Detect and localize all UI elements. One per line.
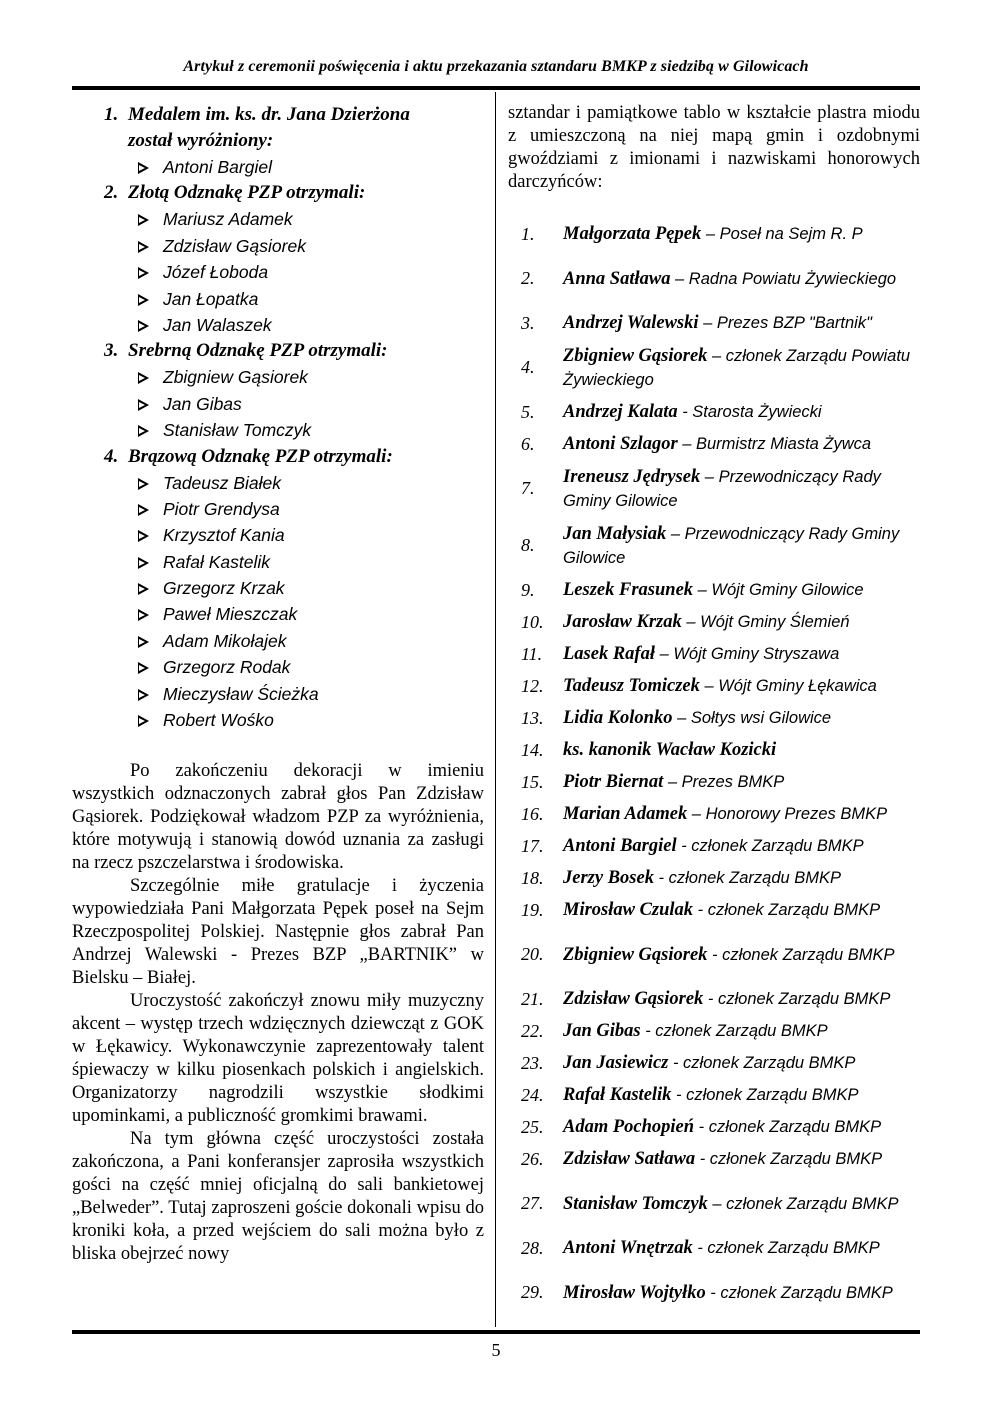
- award-heading: [72, 338, 486, 364]
- list-item: [72, 549, 486, 575]
- list-item: [508, 574, 928, 606]
- awardee-name: Adam Mikołajek: [163, 630, 287, 651]
- arrow-bullet-icon: [138, 320, 149, 332]
- article-body: [72, 760, 484, 1266]
- item-number: 3.: [521, 312, 535, 333]
- donor-role: – Wójt Gminy Stryszawa: [654, 645, 840, 663]
- awardee-name: Jan Gibas: [163, 393, 242, 414]
- paragraph-continued: sztandar i pamiątkowe tablo w kształcie plastra miodu z umieszczoną na niej mapą gmin i ozdobnymi gwoździami z imionami i nazwiskami honorowych darczyńców:: [508, 103, 920, 192]
- list-item: [72, 312, 486, 338]
- list-item: [72, 154, 486, 180]
- list-item: [72, 522, 486, 548]
- list-item: [72, 391, 486, 417]
- arrow-bullet-icon: [138, 399, 149, 411]
- donor-role: – Poseł na Sejm R. P: [701, 225, 863, 243]
- list-item: [508, 250, 928, 307]
- awardee-name: Piotr Grendysa: [163, 498, 280, 519]
- donor-role: – członek Zarządu Powiatu Żywieckiego: [563, 346, 911, 389]
- arrow-bullet-icon: [138, 294, 149, 306]
- item-number: 4.: [521, 357, 535, 377]
- donor-role: – Wójt Gminy Gilowice: [693, 581, 864, 599]
- item-number: 10.: [521, 611, 544, 632]
- item-number: 29.: [521, 1282, 544, 1302]
- donor-name: Leszek Frasunek: [563, 580, 694, 600]
- award-heading: [72, 180, 486, 206]
- list-item: [508, 460, 928, 517]
- item-number: 2.: [521, 268, 535, 288]
- award-number: 3.: [104, 340, 119, 362]
- list-item: [508, 517, 928, 574]
- arrow-bullet-icon: [138, 214, 149, 226]
- item-number: 7.: [521, 478, 535, 498]
- list-item: [72, 286, 486, 312]
- list-item: [508, 1264, 928, 1321]
- award-heading-text: Medalem im. ks. dr. Jana Dzierżona: [128, 104, 410, 125]
- awardee-list: [72, 470, 486, 734]
- donor-name: Andrzej Kalata: [563, 402, 678, 422]
- list-item: [72, 364, 486, 390]
- donor-name: Piotr Biernat: [563, 772, 664, 792]
- donor-name: Marian Adamek: [563, 804, 688, 824]
- list-item: [72, 206, 486, 232]
- list-item: [72, 654, 486, 680]
- donor-name: Mirosław Wojtyłko: [563, 1282, 706, 1303]
- awardee-name: Stanisław Tomczyk: [163, 420, 312, 441]
- list-item: [72, 628, 486, 654]
- page-header-title: Artykuł z ceremonii poświęcenia i aktu przekazania sztandaru BMKP z siedzibą w Gilowicach: [183, 58, 809, 75]
- list-item: [72, 233, 486, 259]
- arrow-bullet-icon: [138, 530, 149, 542]
- list-item: [508, 1175, 928, 1232]
- arrow-bullet-icon: [138, 162, 149, 174]
- list-item: [508, 862, 928, 894]
- awardee-name: Józef Łoboda: [163, 262, 269, 283]
- list-item: [508, 1111, 928, 1143]
- arrow-bullet-icon: [138, 557, 149, 569]
- awardee-name: Robert Wośko: [163, 710, 274, 731]
- donor-name: Rafał Kastelik: [563, 1085, 672, 1105]
- awardee-list: [72, 154, 486, 180]
- arrow-bullet-icon: [138, 267, 149, 279]
- donor-name: Zdzisław Satława: [563, 1149, 696, 1169]
- donor-name: Małgorzata Pępek: [563, 224, 702, 244]
- arrow-bullet-icon: [138, 372, 149, 384]
- donor-name: Tadeusz Tomiczek: [563, 676, 700, 696]
- donor-name: Antoni Wnętrzak: [563, 1238, 693, 1258]
- donor-name: Zbigniew Gąsiorek: [563, 345, 708, 366]
- awardee-name: Antoni Bargiel: [163, 157, 272, 177]
- donor-role: - członek Zarządu BMKP: [668, 1054, 856, 1072]
- arrow-bullet-icon: [138, 662, 149, 674]
- award-heading-text: Brązową Odznakę PZP otrzymali:: [128, 445, 393, 467]
- donor-role: – Prezes BMKP: [663, 773, 785, 791]
- list-item: [508, 606, 928, 638]
- award-group: [72, 444, 486, 734]
- awardee-name: Zdzisław Gąsiorek: [163, 235, 306, 256]
- list-item: [508, 339, 928, 396]
- arrow-bullet-icon: [138, 583, 149, 595]
- awardee-name: Jan Walaszek: [163, 314, 272, 335]
- list-item: [72, 681, 486, 707]
- donor-name: Jan Jasiewicz: [563, 1053, 669, 1073]
- donor-name: Jarosław Krzak: [563, 612, 682, 632]
- donor-name: Mirosław Czulak: [563, 900, 694, 920]
- donor-role: – Prezes BZP "Bartnik": [698, 314, 872, 332]
- award-heading-text: Złotą Odznakę PZP otrzymali:: [128, 182, 366, 204]
- item-number: 9.: [521, 579, 535, 600]
- header-rule: [72, 86, 920, 90]
- item-number: 23.: [521, 1052, 544, 1073]
- page-number: 5: [491, 1340, 501, 1360]
- donor-role: – Sołtys wsi Gilowice: [672, 709, 832, 727]
- awardee-name: Mieczysław Ścieżka: [163, 683, 319, 704]
- list-item: [508, 798, 928, 830]
- donor-name: Antoni Szlagor: [563, 434, 678, 454]
- award-heading: [72, 102, 486, 154]
- donor-name: Adam Pochopień: [563, 1117, 695, 1137]
- donor-role: – Radna Powiatu Żywieckiego: [670, 269, 897, 288]
- list-item: [72, 707, 486, 733]
- list-item: [508, 1015, 928, 1047]
- arrow-bullet-icon: [138, 478, 149, 490]
- award-group: [72, 102, 486, 180]
- donor-role: - członek Zarządu BMKP: [694, 1118, 882, 1136]
- donor-name: Lidia Kolonko: [563, 708, 673, 728]
- item-number: 5.: [521, 401, 535, 422]
- item-number: 22.: [521, 1020, 544, 1041]
- donor-role: - Starosta Żywiecki: [677, 403, 822, 421]
- award-heading: [72, 444, 486, 470]
- donor-name: Andrzej Walewski: [563, 313, 699, 333]
- item-number: 12.: [521, 675, 544, 696]
- list-item: [508, 218, 928, 250]
- list-item: [508, 396, 928, 428]
- donor-name: Jerzy Bosek: [563, 868, 654, 888]
- item-number: 1.: [521, 223, 535, 244]
- item-number: 18.: [521, 867, 544, 888]
- item-number: 25.: [521, 1116, 544, 1137]
- donor-role: – Burmistrz Miasta Żywca: [677, 435, 872, 453]
- list-item: [72, 417, 486, 443]
- list-item: [508, 307, 928, 339]
- paragraph: Na tym główna część uroczystości została zakończona, a Pani konferansjer zaprosiła wszystkich gości na część mniej oficjalną do sali bankietowej „Belweder”. Tutaj zaproszeni goście dokonali wpisu do kroniki koła, a przed wejściem do sali można było z bliska obejrzeć nowy: [72, 1129, 484, 1264]
- item-number: 24.: [521, 1084, 544, 1105]
- donor-role: - członek Zarządu BMKP: [693, 901, 881, 919]
- awardee-name: Zbigniew Gąsiorek: [163, 367, 308, 388]
- paragraph: Po zakończeniu dekoracji w imieniu wszystkich odznaczonych zabrał głos Pan Zdzisław Gąsiorek. Podziękował władzom PZP za wyróżnienia, które motywują i stanowią dowód uznania za zasługi na rzecz pszczelarstwa i środowiska.: [72, 761, 484, 873]
- item-number: 8.: [521, 535, 535, 555]
- donor-role: – Honorowy Prezes BMKP: [687, 805, 888, 823]
- donor-list: [508, 218, 928, 1321]
- list-item: [508, 1232, 928, 1264]
- item-number: 15.: [521, 771, 544, 792]
- donor-role: - członek Zarządu BMKP: [640, 1022, 828, 1040]
- list-item: [508, 670, 928, 702]
- list-item: [508, 702, 928, 734]
- donor-name: Zdzisław Gąsiorek: [563, 989, 704, 1009]
- donor-role: - członek Zarządu BMKP: [653, 869, 842, 887]
- award-number: 2.: [104, 182, 119, 204]
- awardee-name: Tadeusz Białek: [163, 472, 282, 493]
- donor-role: - członek Zarządu BMKP: [707, 945, 895, 964]
- list-item: [508, 1047, 928, 1079]
- arrow-bullet-icon: [138, 504, 149, 516]
- list-item: [72, 601, 486, 627]
- arrow-bullet-icon: [138, 425, 149, 437]
- award-heading-text-cont: został wyróżniony:: [128, 130, 274, 151]
- awardee-name: Grzegorz Krzak: [163, 578, 285, 599]
- donor-role: - członek Zarządu BMKP: [692, 1239, 880, 1257]
- list-item: [72, 496, 486, 522]
- donor-role: – Przewodniczący Rady Gminy Gilowice: [563, 524, 900, 567]
- awardee-list: [72, 206, 486, 338]
- item-number: 20.: [521, 944, 544, 964]
- item-number: 28.: [521, 1237, 544, 1258]
- item-number: 21.: [521, 988, 544, 1009]
- list-item: [72, 575, 486, 601]
- column-divider: [495, 92, 496, 1327]
- donor-name: ks. kanonik Wacław Kozicki: [563, 740, 777, 760]
- donor-name: Stanisław Tomczyk: [563, 1193, 708, 1214]
- arrow-bullet-icon: [138, 609, 149, 621]
- arrow-bullet-icon: [138, 689, 149, 701]
- item-number: 6.: [521, 433, 535, 454]
- awardee-name: Rafał Kastelik: [163, 551, 270, 572]
- awardee-name: Jan Łopatka: [163, 288, 259, 309]
- list-item: [508, 428, 928, 460]
- list-item: [508, 894, 928, 926]
- award-heading-text: Srebrną Odznakę PZP otrzymali:: [128, 340, 388, 362]
- awardee-name: Grzegorz Rodak: [163, 657, 291, 678]
- list-item: [508, 983, 928, 1015]
- paragraph: Szczególnie miłe gratulacje i życzenia wypowiedziała Pani Małgorzata Pępek poseł na Sejm Rzeczpospolitej Polskiej. Następnie głos zabrał Pan Andrzej Walewski - Prezes BZP „BARTNIK” w Bielsku – Białej.: [72, 876, 484, 988]
- donor-name: Ireneusz Jędrysek: [563, 466, 701, 487]
- donor-role: - członek Zarządu BMKP: [671, 1086, 859, 1104]
- awardee-name: Paweł Mieszczak: [163, 604, 298, 625]
- donor-role: – Wójt Gminy Ślemień: [681, 613, 850, 631]
- arrow-bullet-icon: [138, 636, 149, 648]
- awardee-list: [72, 364, 486, 443]
- arrow-bullet-icon: [138, 241, 149, 253]
- donor-role: - członek Zarządu BMKP: [695, 1150, 883, 1168]
- donor-role: – Przewodniczący Rady Gminy Gilowice: [563, 467, 881, 510]
- list-item: [72, 259, 486, 285]
- footer-rule: [72, 1330, 920, 1334]
- list-item: [508, 734, 928, 766]
- donor-name: Anna Satława: [563, 268, 671, 289]
- item-number: 26.: [521, 1148, 544, 1169]
- item-number: 19.: [521, 899, 544, 920]
- donor-role: – członek Zarządu BMKP: [707, 1194, 899, 1213]
- donor-name: Jan Gibas: [563, 1021, 641, 1041]
- list-item: [508, 926, 928, 983]
- list-item: [508, 766, 928, 798]
- item-number: 14.: [521, 739, 544, 760]
- donor-name: Antoni Bargiel: [563, 836, 677, 856]
- award-group: [72, 180, 486, 338]
- arrow-bullet-icon: [138, 715, 149, 727]
- award-number: 4.: [104, 445, 119, 467]
- item-number: 17.: [521, 835, 544, 856]
- list-item: [72, 470, 486, 496]
- donor-role: - członek Zarządu BMKP: [676, 837, 864, 855]
- awardee-name: Mariusz Adamek: [163, 209, 293, 230]
- donor-name: Zbigniew Gąsiorek: [563, 944, 708, 965]
- donor-role: - członek Zarządu BMKP: [705, 1283, 893, 1302]
- donor-name: Jan Małysiak: [563, 523, 667, 544]
- award-number: 1.: [104, 104, 119, 125]
- donor-role: – Wójt Gminy Łękawica: [699, 677, 877, 695]
- list-item: [508, 638, 928, 670]
- paragraph: Uroczystość zakończył znowu miły muzyczny akcent – występ trzech wdzięcznych dziewcząt z GOK w Łękawicy. Wykonawczynie zaprezentowały talent śpiewaczy w kilku piosenkach polskich i angielskich. Organizatorzy nagrodzili wszystkie słodkimi upominkami, a publiczność gromkimi brawami.: [72, 991, 484, 1126]
- item-number: 16.: [521, 803, 544, 824]
- item-number: 11.: [521, 643, 543, 664]
- donor-role: - członek Zarządu BMKP: [703, 990, 891, 1008]
- award-group: [72, 338, 486, 443]
- item-number: 13.: [521, 707, 544, 728]
- donor-name: Lasek Rafał: [563, 644, 655, 664]
- awardee-name: Krzysztof Kania: [163, 525, 285, 546]
- list-item: [508, 830, 928, 862]
- awards-section: [72, 102, 486, 733]
- list-item: [508, 1079, 928, 1111]
- list-item: [508, 1143, 928, 1175]
- item-number: 27.: [521, 1193, 544, 1213]
